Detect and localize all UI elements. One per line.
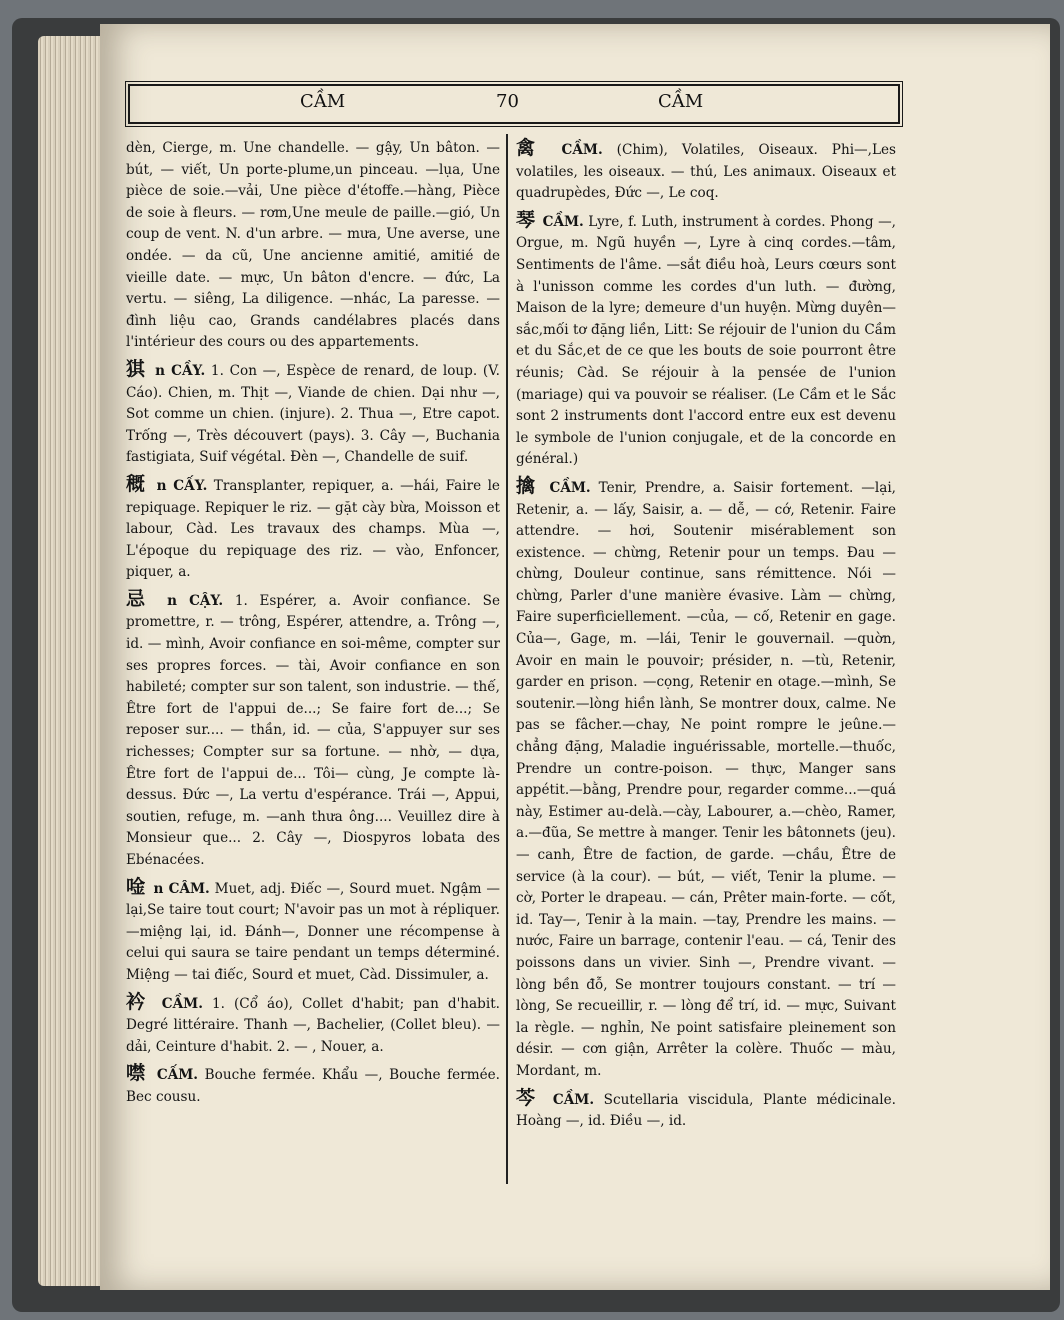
entry-text: 1. (Cổ áo), Collet d'habit; pan d'habit. Degré littéraire. Thanh —, Bachelier, (Collet bleu). — dải, Ceinture d'habit. 2. — , Nouer, a. [126,995,500,1055]
dictionary-entry [126,359,500,469]
entry-headword: n CẦY. [155,362,206,379]
entry-headword: CẦM. [161,995,203,1012]
dictionary-entry [126,992,500,1059]
entry-text: Scutellaria viscidula, Plante médicinale. Hoàng —, id. Điều —, id. [516,1091,896,1130]
chinese-character: 忌 [126,587,153,610]
entry-headword: n CẤY. [156,477,208,494]
entry-headword: n CẬY. [167,592,224,609]
chinese-character: 噤 [126,1062,148,1085]
left-column [126,138,500,1114]
dictionary-entry [126,474,500,584]
dictionary-entry [126,589,500,872]
dictionary-entry [126,877,500,987]
chinese-character: 穊 [126,472,148,495]
entry-text: Lyre, f. Luth, instrument à cordes. Phong —, Orgue, m. Ngũ huyền —, Lyre à cinq cordes.—tâm, Sentiments de l'âme. —sắt điều hoà, Leurs cœurs sont à l'unisson comme les cordes d'un luth. — đường, Maison de la lyre; demeure d'un huyện. Mừng duyên—sắc,mối tơ đặng liền, Litt: Se réjouir de l'union du Cầm et du Sắc,et de ce que les bouts de soie pourront être réunis; Càd. Se réjouir à la pensée de l'union (mariage) qui va pouvoir se réaliser. (Le Cầm et le Sắc sont 2 instruments dont l'accord entre eux est devenu le symbole de l'union conjugale, et de la concorde en général.) [516,213,896,468]
chinese-character: 禽 [516,137,545,159]
column-divider [506,134,508,1184]
chinese-character: 琴 [516,208,536,231]
entry-headword: CẦM. [561,142,603,158]
entry-text: Bouche fermée. Khẩu —, Bouche fermée. Bec cousu. [126,1067,500,1105]
entry-headword: CẦM. [542,213,584,230]
entry-text: dèn, Cierge, m. Une chandelle. — gậy, Un bâton. — bút, — viết, Un porte-plume,un pinceau. —lụa, Une pièce de soie.—vải, Une pièce d'étoffe.—hàng, Pièce de soie à fleurs. — rơm,Une meule de paille.—gió, Un coup de vent. N. d'un arbre. — mưa, Une averse, une ondée. — da cũ, Une ancienne amitié, amitié de vieille date. — mực, Un bâton d'encre. — đức, La vertu. — siêng, La diligence. —nhác, La paresse. — đình liệu cao, Grands candélabres placés dans l'intérieur des cours ou des appartements. [126,140,500,351]
dictionary-entry [516,210,896,471]
entry-text: Tenir, Prendre, a. Saisir fortement. —lại, Retenir, a. — lấy, Saisir, a. — dễ, — cớ, Retenir. Faire attendre. — hơi, Soutenir misérablement son existence. — chừng, Retenir pour un temps. Đau — chừng, Douleur continue, sans rémittence. Nói — chừng, Parler d'une manière évasive. Làm — chừng, Faire superficiellement. —của, — cố, Retenir en gage. Của—, Gage, m. —lái, Tenir le gouvernail. —quờn, Avoir en main le pouvoir; présider, n. —tù, Retenir, garder en prison. —cọng, Retenir en otage.—mình, Se soutenir.—lòng hiền lành, Se montrer doux, calme. Ne pas se fâcher.—chay, Ne point rompre le jeûne.—chẳng đặng, Maladie inguérissable, mortelle.—thuốc, Prendre un contre-poison. — thực, Manger sans appétit.—bằng, Prendre pour, regarder comme...—quá này, Estimer au-delà.—cày, Labourer, a.—chèo, Ramer, a.—đũa, Se mettre à manger. Tenir les bâtonnets (jeu).— canh, Être de faction, de garde. —chầu, Être de service (à la cour). — bút, — viết, Tenir la plume. — cờ, Porter le drapeau. — cán, Prêter main-forte. — cốt, id. Tay—, Tenir à la main. —tay, Prendre les mains. — nước, Faire un barrage, contenir l'eau. — cá, Tenir des poissons dans un vivier. Sinh —, Prendre vivant. — lòng bền đỗ, Se montrer toujours constant. — trí — lòng, Se recueillir, r. — lòng để trí, id. — mực, Suivant la règle. — nghỉn, Ne point satisfaire pleinement son désir. — cơn giận, Arrêter la colère. Thuốc — màu, Mordant, m. [516,479,896,1079]
page-edges [38,36,108,1286]
dictionary-entry [126,1063,500,1108]
entry-headword: CẦM. [549,479,591,496]
entry-text: Transplanter, repiquer, a. —hái, Faire le repiquage. Repiquer le riz. — gặt cày bừa, Moisson et labour, Càd. Les travaux des champs. Mùa —, L'époque du repiquage des riz. — vào, Enfoncer, piquer, a. [126,477,500,581]
chinese-character: 唫 [126,875,146,898]
chinese-character: 衿 [126,990,150,1013]
dictionary-entry [516,476,896,1083]
header-right-word: CẦM [658,91,704,112]
page-number: 70 [496,91,519,112]
entry-headword: n CÂM. [153,880,210,897]
entry-text: 1. Con —, Espèce de renard, de loup. (V. Cáo). Chien, m. Thịt —, Viande de chien. Dại như —, Sot comme un chien. (injure). 2. Thua —, Etre capot. Trống —, Très découvert (pays). 3. Cây —, Buchania fastigiata, Suif végétal. Đèn —, Chandelle de suif. [126,362,500,466]
entry-text: Muet, adj. Điếc —, Sourd muet. Ngậm —lại,Se taire tout court; N'avoir pas un mot à répliquer.—miệng lại, id. Đánh—, Donner une récompense à celui qui saura se taire pendant un temps déterminé. Miệng — tai điếc, Sourd et muet, Càd. Dissimuler, a. [126,880,500,983]
header-left-word: CẦM [300,91,346,112]
entry-headword: CẦM. [552,1091,595,1108]
entry-text: (Chim), Volatiles, Oiseaux. Phi—,Les volatiles, les oiseaux. — thú, Les animaux. Oiseaux et quadrupèdes, Đức —, Le coq. [516,142,897,202]
entry-text: 1. Espérer, a. Avoir confiance. Se promettre, r. — trông, Espérer, attendre, a. Trông —, id. — mình, Avoir confiance en soi-même, compter sur ses propres forces. — tài, Avoir confiance en son habileté; compter sur son talent, son industrie. — thế, Être fort de l'appui de...; Se faire fort de...; Se reposer sur.... — thần, id. — của, S'appuyer sur ses richesses; Compter sur sa fortune. — nhờ, — dựa, Être fort de l'appui de... Tôi— cùng, Je compte là-dessus. Đức —, La vertu d'espérance. Trái —, Appui, soutien, refuge, m. —anh thưa ông.... Veuillez dire à Monsieur que... 2. Cây —, Diospyros lobata des Ebénacées. [126,592,500,868]
chinese-character: 芩 [516,1086,541,1109]
dictionary-entry [126,138,500,354]
right-column [516,138,896,1138]
chinese-character: 猉 [126,357,147,380]
chinese-character: 擒 [516,474,539,497]
page-header [128,84,900,124]
entry-headword: CẤM. [156,1067,199,1084]
dictionary-entry [516,1088,896,1133]
dictionary-entry [516,138,896,205]
